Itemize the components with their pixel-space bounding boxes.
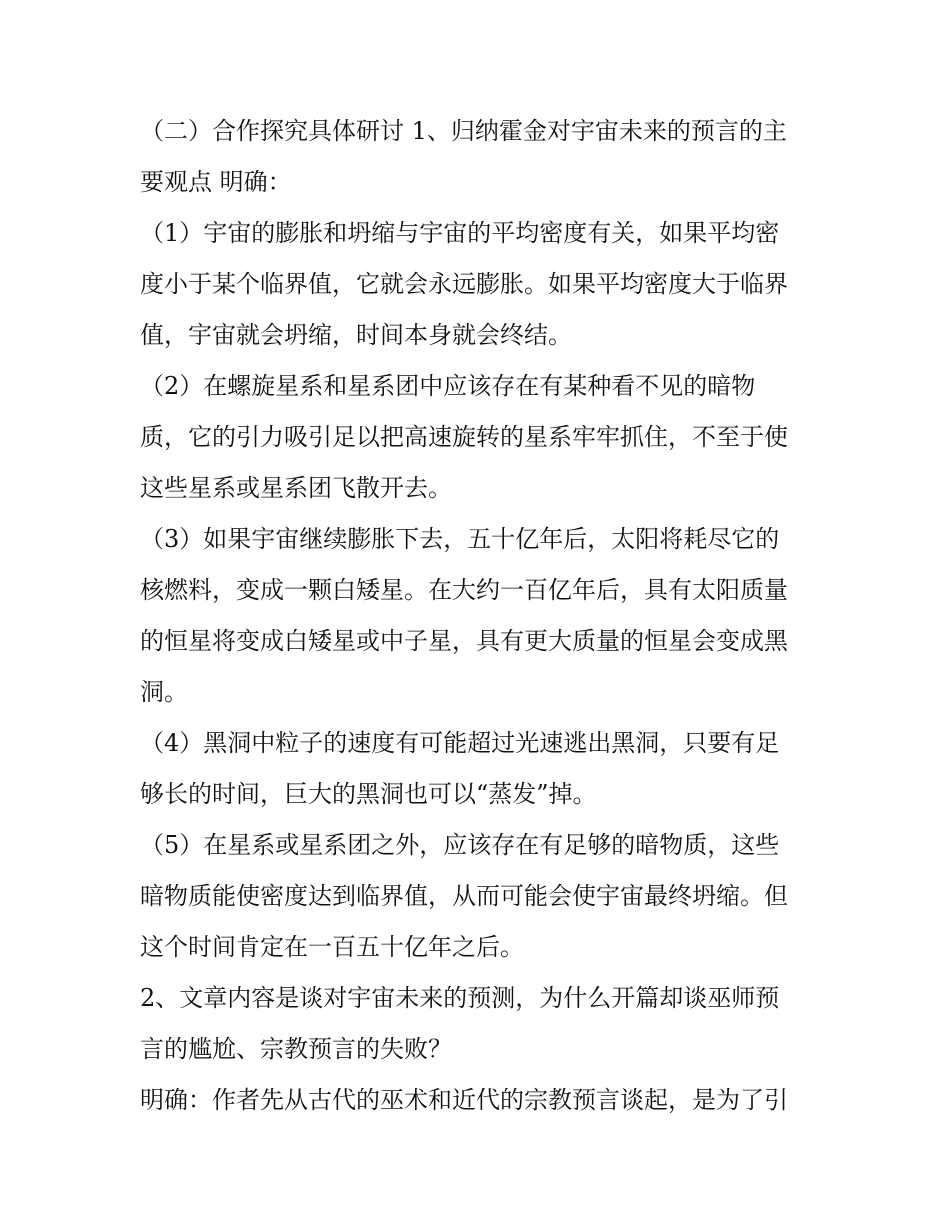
text-line: 2、文章内容是谈对宇宙未来的预测，为什么开篇却谈巫师预 xyxy=(140,984,780,1012)
text-line: 这个时间肯定在一百五十亿年之后。 xyxy=(140,933,524,961)
text-line: （5）在星系或星系团之外，应该存在有足够的暗物质，这些 xyxy=(140,831,780,859)
document-body xyxy=(140,112,820,1132)
text-line: 度小于某个临界值，它就会永远膨胀。如果平均密度大于临界 xyxy=(140,270,788,298)
text-line: （3）如果宇宙继续膨胀下去，五十亿年后，太阳将耗尽它的 xyxy=(140,525,780,553)
text-line: （4）黑洞中粒子的速度有可能超过光速逃出黑洞，只要有足 xyxy=(140,729,780,757)
text-line: 明确：作者先从古代的巫术和近代的宗教预言谈起，是为了引 xyxy=(140,1086,788,1114)
text-line: 要观点 明确： xyxy=(140,168,292,196)
text-line: 值，宇宙就会坍缩，时间本身就会终结。 xyxy=(140,321,572,349)
text-line: 的恒星将变成白矮星或中子星，具有更大质量的恒星会变成黑 xyxy=(140,627,788,655)
text-line: 洞。 xyxy=(140,678,188,706)
text-line: （二）合作探究具体研讨 1、归纳霍金对宇宙未来的预言的主 xyxy=(140,117,787,145)
text-line: 质，它的引力吸引足以把高速旋转的星系牢牢抓住，不至于使 xyxy=(140,423,788,451)
text-line: 够长的时间，巨大的黑洞也可以“蒸发”掉。 xyxy=(140,780,597,808)
text-line: 言的尴尬、宗教预言的失败？ xyxy=(140,1035,452,1063)
text-line: 这些星系或星系团飞散开去。 xyxy=(140,474,452,502)
text-line: （1）宇宙的膨胀和坍缩与宇宙的平均密度有关，如果平均密 xyxy=(140,219,780,247)
text-line: 暗物质能使密度达到临界值，从而可能会使宇宙最终坍缩。但 xyxy=(140,882,788,910)
text-line: 核燃料，变成一颗白矮星。在大约一百亿年后，具有太阳质量 xyxy=(140,576,788,604)
text-line: （2）在螺旋星系和星系团中应该存在有某种看不见的暗物 xyxy=(140,372,756,400)
